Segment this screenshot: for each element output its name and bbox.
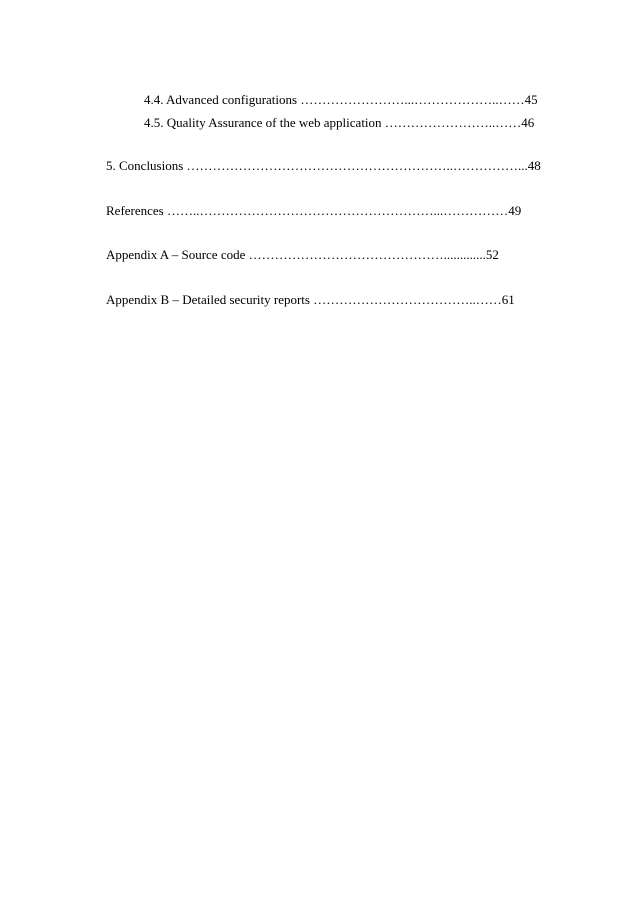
- toc-entry-appendix-b: Appendix B – Detailed security reports ………………………………..……61: [106, 292, 515, 307]
- toc-entry-appendix-a: Appendix A – Source code ……………………………………….............52: [106, 247, 499, 262]
- toc-entry-4-5: 4.5. Quality Assurance of the web application ……………………..……46: [144, 115, 535, 130]
- toc-entry-5-conclusions: 5. Conclusions ……………………………………………………..……………...48: [106, 158, 541, 173]
- toc-entry-references: References ……..………………………………………………...……………49: [106, 203, 522, 218]
- toc-entry-4-4: 4.4. Advanced configurations ……………………...………………..……45: [144, 92, 538, 107]
